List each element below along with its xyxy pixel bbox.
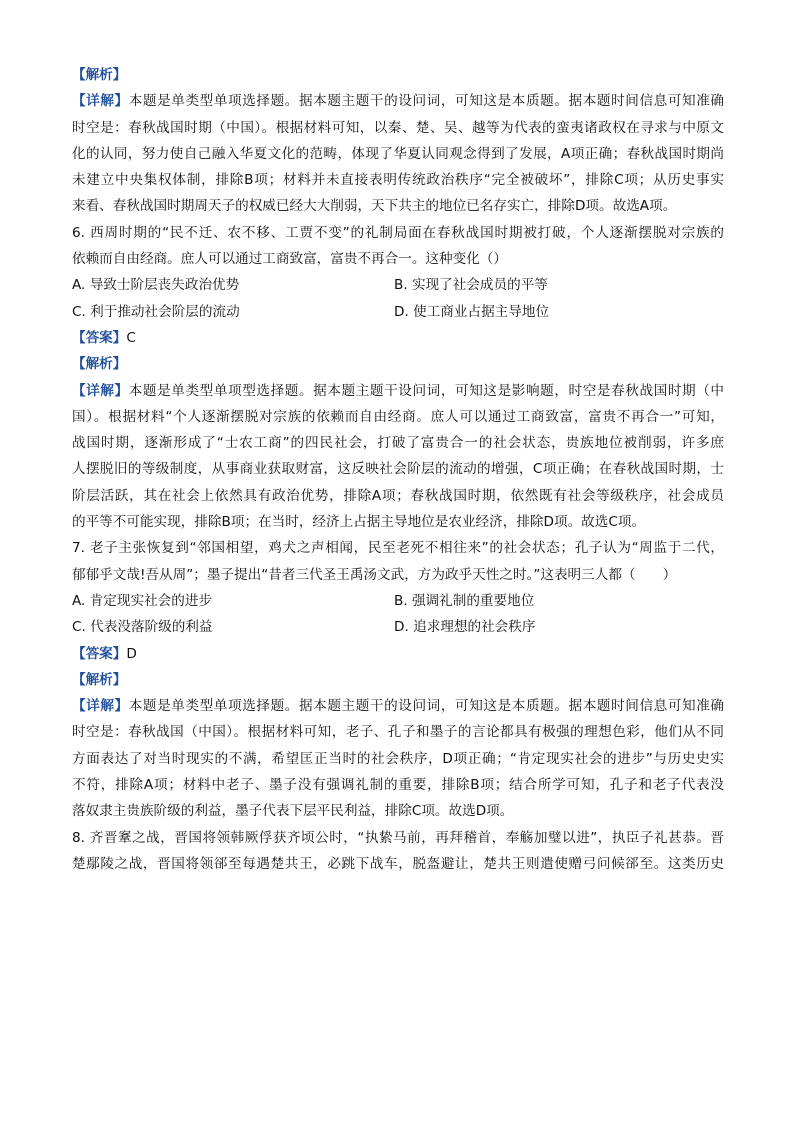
answer-value: C [126,329,136,346]
analysis-line: 化的认同，努力使自己融入华夏文化的范畴，体现了华夏认同观念得到了发展，A项正确；春秋战国时期尚 [72,145,724,162]
option-d: D. 追求理想的社会秩序 [394,619,536,636]
question-7-stem: 郁郁乎文哉!吾从周”；墨子提出“昔者三代圣王禹汤文武，方为政乎天性之时。”这表明三人都（ ） [72,566,677,583]
analysis-line: 未建立中央集权体制，排除B项；材料并未直接表明传统政治秩序“完全被破坏”，排除C项；从历史事实 [72,172,724,189]
analysis-heading: 【解析】 [72,356,127,373]
answer-line: 【答案】C [72,329,136,346]
analysis-heading: 【解析】 [72,67,127,83]
question-6-options-row [72,299,724,325]
option-c: C. 利于推动社会阶层的流动 [72,303,240,320]
option-b: B. 强调礼制的重要地位 [394,592,535,609]
question-7-options-row [72,588,724,614]
analysis-line: 人摆脱旧的等级制度，从事商业获取财富，这反映社会阶层的流动的增强，C项正确；在春秋战国时期，士 [72,461,724,478]
analysis-line: 时空是：春秋战国（中国）。根据材料可知，老子、孔子和墨子的言论都具有极强的理想色彩，他们从不同 [72,724,724,741]
analysis-line: 落奴隶主贵族阶级的利益，墨子代表下层平民利益，排除C项。故选D项。 [72,803,514,820]
question-7-stem: 7. 老子主张恢复到“邻国相望，鸡犬之声相闻，民至老死不相往来”的社会状态；孔子认为“周监于二代， [72,540,724,557]
question-6-options-row [72,272,724,298]
analysis-line: 不符，排除A项；材料中老子、墨子没有强调礼制的重要，排除B项；结合所学可知，孔子和老子代表没 [72,777,724,794]
analysis-heading: 【解析】 [72,671,127,688]
option-a: A. 导致士阶层丧失政治优势 [72,277,240,294]
option-c: C. 代表没落阶级的利益 [72,619,213,636]
analysis-line: 阶层活跃，其在社会上依然具有政治优势，排除A项；春秋战国时期，依然既有社会等级秩序，社会成员 [72,487,724,504]
document-body [72,62,724,877]
analysis-line: 时空是：春秋战国时期（中国）。根据材料可知，以秦、楚、吴、越等为代表的蛮夷诸政权在寻求与中原文 [72,119,724,136]
analysis-line: 方面表达了对当时现实的不满，希望匡正当时的社会秩序，D项正确；“肯定现实社会的进步”与历史史实 [72,750,724,767]
analysis-line: 的平等不可能实现，排除B项；在当时，经济上占据主导地位是农业经济，排除D项。故选C项。 [72,514,646,531]
option-a: A. 肯定现实社会的进步 [72,592,213,609]
analysis-line: 来看、春秋战国时期周天子的权威已经大大削弱，天下共主的地位已名存实亡，排除D项。故选A项。 [72,198,677,215]
question-8-stem: 楚鄢陵之战，晋国将领郤至每遇楚共王，必跳下战车，脱盔避让，楚共王则遣使赠弓问候郤至。这类历史 [72,855,724,872]
analysis-line: 【详解】本题是单类型单项选择题。据本题主题干的设问词，可知这是本质题。据本题时间信息可知准确 [72,93,724,110]
option-b: B. 实现了社会成员的平等 [394,277,548,294]
answer-line: 【答案】D [72,645,137,662]
analysis-line: 国）。根据材料“个人逐渐摆脱对宗族的依赖而自由经商。庶人可以通过工商致富，富贵不再合一”可知， [72,408,724,425]
option-d: D. 使工商业占据主导地位 [394,303,550,320]
answer-value: D [126,645,137,662]
analysis-line: 战国时期，逐渐形成了“士农工商”的四民社会，打破了富贵合一的社会状态，贵族地位被削弱，许多庶 [72,435,724,452]
analysis-line: 【详解】本题是单类型单项型选择题。据本题主题干设问词，可知这是影响题，时空是春秋战国时期（中 [72,382,724,399]
analysis-line: 【详解】本题是单类型单项选择题。据本题主题干的设问词，可知这是本质题。据本题时间信息可知准确 [72,698,724,715]
question-6-stem: 6. 西周时期的“民不迁、农不移、工贾不变”的礼制局面在春秋战国时期被打破，个人逐渐摆脱对宗族的 [72,224,724,241]
question-7-options-row [72,614,724,640]
question-6-stem: 依赖而自由经商。庶人可以通过工商致富，富贵不再合一。这种变化（） [72,251,507,268]
question-8-stem: 8. 齐晋鞌之战，晋国将领韩厥俘获齐顷公时，“执絷马前，再拜稽首，奉觞加璧以进”，执臣子礼甚恭。晋 [72,829,724,846]
